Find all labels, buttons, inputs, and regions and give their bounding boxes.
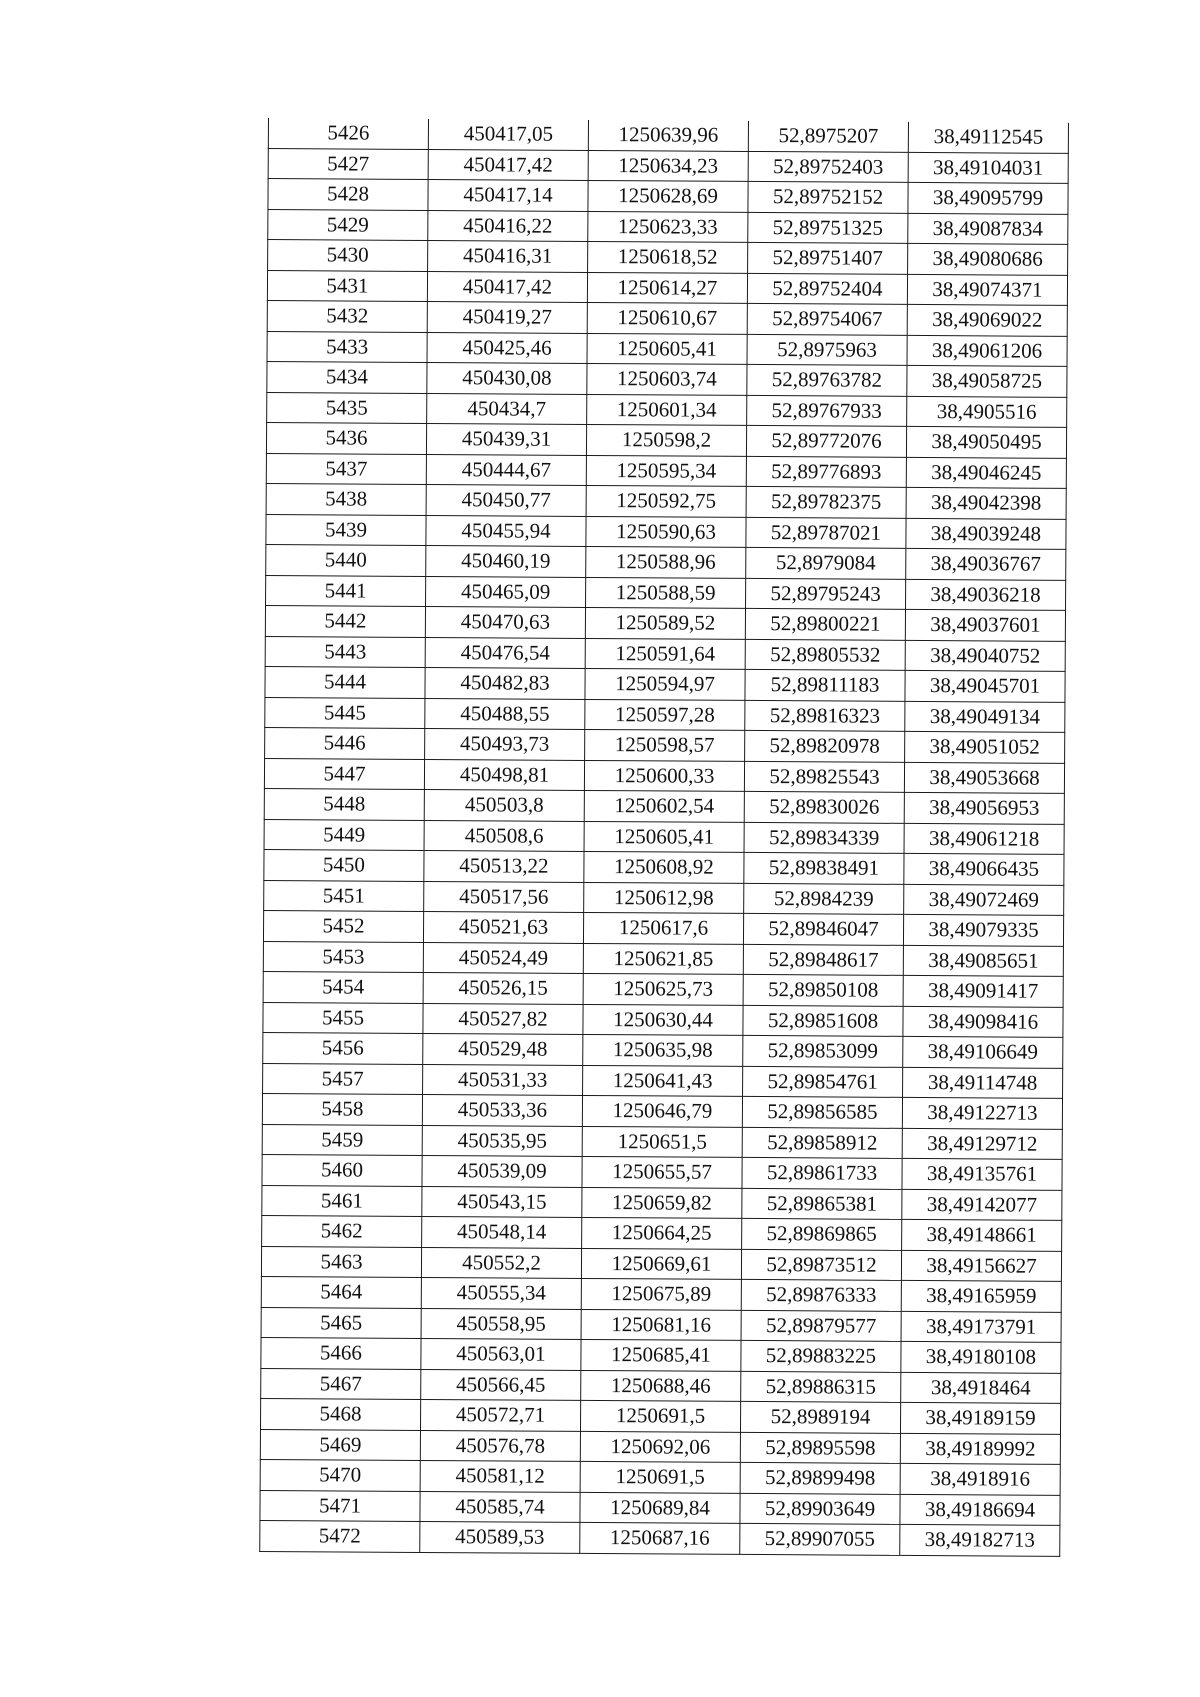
point-number-cell: 5468 (260, 1398, 420, 1429)
y-coordinate-cell: 1250598,2 (586, 424, 746, 455)
y-coordinate-cell: 1250601,34 (587, 394, 747, 425)
longitude-cell: 38,49045701 (905, 670, 1065, 701)
y-coordinate-cell: 1250621,85 (583, 943, 743, 974)
latitude-cell: 52,89816323 (745, 700, 905, 731)
y-coordinate-cell: 1250687,16 (580, 1522, 740, 1553)
longitude-cell: 38,49114748 (903, 1067, 1063, 1098)
table-row (262, 1215, 1062, 1250)
y-coordinate-cell: 1250592,75 (586, 485, 746, 516)
x-coordinate-cell: 450508,6 (424, 820, 584, 851)
y-coordinate-cell: 1250588,59 (586, 577, 746, 608)
longitude-cell: 38,49112545 (908, 122, 1068, 153)
x-coordinate-cell: 450498,81 (424, 759, 584, 790)
point-number-cell: 5469 (260, 1429, 420, 1460)
y-coordinate-cell: 1250605,41 (587, 333, 747, 364)
table-row (263, 910, 1063, 945)
y-coordinate-cell: 1250608,92 (584, 851, 744, 882)
point-number-cell: 5462 (262, 1215, 422, 1246)
longitude-cell: 38,49050495 (906, 426, 1066, 457)
y-coordinate-cell: 1250655,57 (582, 1156, 742, 1187)
y-coordinate-cell: 1250623,33 (588, 211, 748, 242)
table-row (268, 148, 1068, 183)
point-number-cell: 5436 (266, 422, 426, 453)
x-coordinate-cell: 450513,22 (424, 850, 584, 881)
point-number-cell: 5442 (265, 605, 425, 636)
table-row (263, 971, 1063, 1006)
table-row (265, 666, 1065, 701)
latitude-cell: 52,8975207 (748, 121, 908, 152)
x-coordinate-cell: 450493,73 (425, 728, 585, 759)
longitude-cell: 38,49051052 (905, 731, 1065, 762)
latitude-cell: 52,89752404 (747, 273, 907, 304)
latitude-cell: 52,89858912 (742, 1127, 902, 1158)
y-coordinate-cell: 1250625,73 (583, 973, 743, 1004)
latitude-cell: 52,89873512 (741, 1249, 901, 1280)
latitude-cell: 52,89800221 (745, 608, 905, 639)
x-coordinate-cell: 450527,82 (423, 1003, 583, 1034)
longitude-cell: 38,49085651 (903, 945, 1063, 976)
x-coordinate-cell: 450482,83 (425, 667, 585, 698)
y-coordinate-cell: 1250590,63 (586, 516, 746, 547)
y-coordinate-cell: 1250595,34 (586, 455, 746, 486)
point-number-cell: 5455 (263, 1002, 423, 1033)
x-coordinate-cell: 450521,63 (423, 911, 583, 942)
latitude-cell: 52,89825543 (744, 761, 904, 792)
longitude-cell: 38,49165959 (901, 1280, 1061, 1311)
y-coordinate-cell: 1250639,96 (588, 120, 748, 151)
x-coordinate-cell: 450439,31 (426, 423, 586, 454)
longitude-cell: 38,49036767 (906, 548, 1066, 579)
point-number-cell: 5430 (268, 240, 428, 271)
point-number-cell: 5428 (268, 179, 428, 210)
longitude-cell: 38,49087834 (908, 213, 1068, 244)
point-number-cell: 5447 (264, 758, 424, 789)
latitude-cell: 52,89751407 (748, 242, 908, 273)
longitude-cell: 38,49079335 (903, 914, 1063, 945)
longitude-cell: 38,49061218 (904, 823, 1064, 854)
x-coordinate-cell: 450526,15 (423, 972, 583, 1003)
latitude-cell: 52,89838491 (744, 852, 904, 883)
y-coordinate-cell: 1250669,61 (581, 1248, 741, 1279)
latitude-cell: 52,89903649 (740, 1493, 900, 1524)
latitude-cell: 52,89811183 (745, 669, 905, 700)
longitude-cell: 38,49046245 (906, 457, 1066, 488)
latitude-cell: 52,89856585 (742, 1096, 902, 1127)
table-row (260, 1459, 1060, 1494)
longitude-cell: 38,49039248 (906, 518, 1066, 549)
latitude-cell: 52,89895598 (740, 1432, 900, 1463)
longitude-cell: 38,49142077 (902, 1189, 1062, 1220)
y-coordinate-cell: 1250664,25 (582, 1217, 742, 1248)
x-coordinate-cell: 450585,74 (420, 1491, 580, 1522)
longitude-cell: 38,49182713 (900, 1524, 1060, 1555)
latitude-cell: 52,89865381 (742, 1188, 902, 1219)
longitude-cell: 38,49098416 (903, 1006, 1063, 1037)
latitude-cell: 52,89820978 (745, 730, 905, 761)
longitude-cell: 38,49106649 (903, 1036, 1063, 1067)
table-row (266, 453, 1066, 488)
table-row (262, 1093, 1062, 1128)
latitude-cell: 52,89752403 (748, 151, 908, 182)
x-coordinate-cell: 450543,15 (422, 1186, 582, 1217)
x-coordinate-cell: 450417,42 (428, 149, 588, 180)
longitude-cell: 38,49095799 (908, 182, 1068, 213)
longitude-cell: 38,49091417 (903, 975, 1063, 1006)
table-row (260, 1520, 1060, 1555)
table-row (261, 1337, 1061, 1372)
y-coordinate-cell: 1250681,16 (581, 1309, 741, 1340)
latitude-cell: 52,89776893 (746, 456, 906, 487)
point-number-cell: 5445 (265, 697, 425, 728)
table-row (261, 1307, 1061, 1342)
latitude-cell: 52,89767933 (747, 395, 907, 426)
table-row (263, 1002, 1063, 1037)
table-row (266, 514, 1066, 549)
y-coordinate-cell: 1250688,46 (581, 1370, 741, 1401)
table-row (260, 1398, 1060, 1433)
x-coordinate-cell: 450419,27 (427, 301, 587, 332)
point-number-cell: 5456 (263, 1032, 423, 1063)
table-row (264, 849, 1064, 884)
y-coordinate-cell: 1250691,5 (580, 1461, 740, 1492)
latitude-cell: 52,89772076 (746, 425, 906, 456)
point-number-cell: 5443 (265, 636, 425, 667)
point-number-cell: 5472 (260, 1520, 420, 1551)
x-coordinate-cell: 450558,95 (421, 1308, 581, 1339)
x-coordinate-cell: 450470,63 (425, 606, 585, 637)
y-coordinate-cell: 1250692,06 (580, 1431, 740, 1462)
longitude-cell: 38,49053668 (904, 762, 1064, 793)
longitude-cell: 38,49061206 (907, 335, 1067, 366)
x-coordinate-cell: 450576,78 (420, 1430, 580, 1461)
x-coordinate-cell: 450555,34 (421, 1277, 581, 1308)
x-coordinate-cell: 450533,36 (422, 1094, 582, 1125)
table-row (266, 483, 1066, 518)
latitude-cell: 52,89879577 (741, 1310, 901, 1341)
longitude-cell: 38,49049134 (905, 701, 1065, 732)
longitude-cell: 38,49156627 (901, 1250, 1061, 1281)
point-number-cell: 5446 (265, 727, 425, 758)
latitude-cell: 52,89869865 (742, 1218, 902, 1249)
y-coordinate-cell: 1250614,27 (587, 272, 747, 303)
table-row (268, 209, 1068, 244)
x-coordinate-cell: 450434,7 (427, 393, 587, 424)
point-number-cell: 5449 (264, 819, 424, 850)
longitude-cell: 38,49173791 (901, 1311, 1061, 1342)
latitude-cell: 52,89752152 (748, 181, 908, 212)
x-coordinate-cell: 450581,12 (420, 1460, 580, 1491)
longitude-cell: 38,49074371 (907, 274, 1067, 305)
latitude-cell: 52,89850108 (743, 974, 903, 1005)
x-coordinate-cell: 450503,8 (424, 789, 584, 820)
latitude-cell: 52,89899498 (740, 1462, 900, 1493)
x-coordinate-cell: 450535,95 (422, 1125, 582, 1156)
y-coordinate-cell: 1250628,69 (588, 180, 748, 211)
point-number-cell: 5463 (261, 1246, 421, 1277)
table-row (268, 179, 1068, 214)
longitude-cell: 38,49056953 (904, 792, 1064, 823)
longitude-cell: 38,49122713 (902, 1097, 1062, 1128)
latitude-cell: 52,8975963 (747, 334, 907, 365)
x-coordinate-cell: 450552,2 (421, 1247, 581, 1278)
point-number-cell: 5433 (267, 331, 427, 362)
table-row (267, 392, 1067, 427)
y-coordinate-cell: 1250617,6 (583, 912, 743, 943)
table-row (265, 727, 1065, 762)
point-number-cell: 5451 (264, 880, 424, 911)
y-coordinate-cell: 1250610,67 (587, 302, 747, 333)
table-row (267, 331, 1067, 366)
latitude-cell: 52,89795243 (746, 578, 906, 609)
point-number-cell: 5454 (263, 971, 423, 1002)
latitude-cell: 52,89848617 (743, 944, 903, 975)
latitude-cell: 52,89830026 (744, 791, 904, 822)
y-coordinate-cell: 1250646,79 (582, 1095, 742, 1126)
table-row (260, 1429, 1060, 1464)
longitude-cell: 38,49180108 (901, 1341, 1061, 1372)
table-row (264, 880, 1064, 915)
table-row (265, 605, 1065, 640)
x-coordinate-cell: 450548,14 (422, 1216, 582, 1247)
latitude-cell: 52,89834339 (744, 822, 904, 853)
table-row (263, 1032, 1063, 1067)
table-row (263, 941, 1063, 976)
table-row (261, 1276, 1061, 1311)
point-number-cell: 5434 (267, 361, 427, 392)
table-row (266, 544, 1066, 579)
table-row (266, 575, 1066, 610)
table-row (262, 1124, 1062, 1159)
latitude-cell: 52,89851608 (743, 1005, 903, 1036)
x-coordinate-cell: 450425,46 (427, 332, 587, 363)
x-coordinate-cell: 450417,14 (428, 179, 588, 210)
table-row (262, 1185, 1062, 1220)
x-coordinate-cell: 450524,49 (423, 942, 583, 973)
y-coordinate-cell: 1250589,52 (585, 607, 745, 638)
y-coordinate-cell: 1250598,57 (585, 729, 745, 760)
point-number-cell: 5435 (267, 392, 427, 423)
x-coordinate-cell: 450450,77 (426, 484, 586, 515)
table-row (264, 758, 1064, 793)
point-number-cell: 5461 (262, 1185, 422, 1216)
y-coordinate-cell: 1250597,28 (585, 699, 745, 730)
table-row (264, 819, 1064, 854)
x-coordinate-cell: 450444,67 (426, 454, 586, 485)
longitude-cell: 38,49104031 (908, 152, 1068, 183)
point-number-cell: 5426 (268, 118, 428, 149)
y-coordinate-cell: 1250675,89 (581, 1278, 741, 1309)
x-coordinate-cell: 450416,31 (428, 240, 588, 271)
point-number-cell: 5465 (261, 1307, 421, 1338)
point-number-cell: 5427 (268, 148, 428, 179)
latitude-cell: 52,8979084 (746, 547, 906, 578)
x-coordinate-cell: 450417,42 (427, 271, 587, 302)
latitude-cell: 52,89763782 (747, 364, 907, 395)
y-coordinate-cell: 1250634,23 (588, 150, 748, 181)
table-row (268, 118, 1068, 153)
point-number-cell: 5467 (261, 1368, 421, 1399)
latitude-cell: 52,89886315 (741, 1371, 901, 1402)
y-coordinate-cell: 1250689,84 (580, 1492, 740, 1523)
table-row (264, 788, 1064, 823)
point-number-cell: 5458 (262, 1093, 422, 1124)
x-coordinate-cell: 450572,71 (420, 1399, 580, 1430)
longitude-cell: 38,49042398 (906, 487, 1066, 518)
x-coordinate-cell: 450563,01 (421, 1338, 581, 1369)
y-coordinate-cell: 1250691,5 (580, 1400, 740, 1431)
point-number-cell: 5432 (267, 300, 427, 331)
point-number-cell: 5438 (266, 483, 426, 514)
table-row (266, 422, 1066, 457)
longitude-cell: 38,49037601 (905, 609, 1065, 640)
longitude-cell: 38,49080686 (908, 243, 1068, 274)
x-coordinate-cell: 450488,55 (425, 698, 585, 729)
point-number-cell: 5460 (262, 1154, 422, 1185)
y-coordinate-cell: 1250603,74 (587, 363, 747, 394)
latitude-cell: 52,89846047 (743, 913, 903, 944)
longitude-cell: 38,49148661 (902, 1219, 1062, 1250)
table-row (261, 1368, 1061, 1403)
point-number-cell: 5459 (262, 1124, 422, 1155)
x-coordinate-cell: 450460,19 (426, 545, 586, 576)
longitude-cell: 38,49036218 (906, 579, 1066, 610)
point-number-cell: 5439 (266, 514, 426, 545)
table-row (265, 697, 1065, 732)
y-coordinate-cell: 1250641,43 (583, 1065, 743, 1096)
table-row (261, 1246, 1061, 1281)
x-coordinate-cell: 450539,09 (422, 1155, 582, 1186)
y-coordinate-cell: 1250618,52 (588, 241, 748, 272)
point-number-cell: 5471 (260, 1490, 420, 1521)
point-number-cell: 5429 (268, 209, 428, 240)
table-row (267, 300, 1067, 335)
point-number-cell: 5457 (263, 1063, 423, 1094)
point-number-cell: 5466 (261, 1337, 421, 1368)
table-row (268, 240, 1068, 275)
x-coordinate-cell: 450589,53 (420, 1521, 580, 1552)
x-coordinate-cell: 450416,22 (428, 210, 588, 241)
latitude-cell: 52,89853099 (743, 1035, 903, 1066)
longitude-cell: 38,4918464 (901, 1372, 1061, 1403)
latitude-cell: 52,89787021 (746, 517, 906, 548)
longitude-cell: 38,49135761 (902, 1158, 1062, 1189)
table-row (267, 361, 1067, 396)
longitude-cell: 38,49189992 (900, 1433, 1060, 1464)
longitude-cell: 38,49040752 (905, 640, 1065, 671)
x-coordinate-cell: 450430,08 (427, 362, 587, 393)
y-coordinate-cell: 1250600,33 (584, 760, 744, 791)
longitude-cell: 38,4918916 (900, 1463, 1060, 1494)
point-number-cell: 5440 (266, 544, 426, 575)
latitude-cell: 52,89751325 (748, 212, 908, 243)
y-coordinate-cell: 1250651,5 (582, 1126, 742, 1157)
y-coordinate-cell: 1250659,82 (582, 1187, 742, 1218)
x-coordinate-cell: 450465,09 (426, 576, 586, 607)
longitude-cell: 38,49069022 (907, 304, 1067, 335)
point-number-cell: 5431 (267, 270, 427, 301)
table-row (267, 270, 1067, 305)
latitude-cell: 52,89907055 (740, 1523, 900, 1554)
latitude-cell: 52,89782375 (746, 486, 906, 517)
x-coordinate-cell: 450566,45 (421, 1369, 581, 1400)
x-coordinate-cell: 450417,05 (428, 119, 588, 150)
point-number-cell: 5441 (266, 575, 426, 606)
y-coordinate-cell: 1250605,41 (584, 821, 744, 852)
longitude-cell: 38,49129712 (902, 1128, 1062, 1159)
table-row (260, 1490, 1060, 1525)
y-coordinate-cell: 1250594,97 (585, 668, 745, 699)
x-coordinate-cell: 450517,56 (424, 881, 584, 912)
table-row (265, 636, 1065, 671)
point-number-cell: 5437 (266, 453, 426, 484)
point-number-cell: 5444 (265, 666, 425, 697)
point-number-cell: 5453 (263, 941, 423, 972)
x-coordinate-cell: 450455,94 (426, 515, 586, 546)
point-number-cell: 5464 (261, 1276, 421, 1307)
latitude-cell: 52,89876333 (741, 1279, 901, 1310)
latitude-cell: 52,89805532 (745, 639, 905, 670)
y-coordinate-cell: 1250602,54 (584, 790, 744, 821)
latitude-cell: 52,8989194 (740, 1401, 900, 1432)
latitude-cell: 52,89883225 (741, 1340, 901, 1371)
longitude-cell: 38,49066435 (904, 853, 1064, 884)
latitude-cell: 52,8984239 (744, 883, 904, 914)
y-coordinate-cell: 1250635,98 (583, 1034, 743, 1065)
y-coordinate-cell: 1250591,64 (585, 638, 745, 669)
latitude-cell: 52,89861733 (742, 1157, 902, 1188)
longitude-cell: 38,4905516 (907, 396, 1067, 427)
longitude-cell: 38,49189159 (900, 1402, 1060, 1433)
x-coordinate-cell: 450529,48 (423, 1033, 583, 1064)
x-coordinate-cell: 450476,54 (425, 637, 585, 668)
point-number-cell: 5452 (263, 910, 423, 941)
longitude-cell: 38,49186694 (900, 1494, 1060, 1525)
coordinates-table-body (260, 118, 1069, 1556)
x-coordinate-cell: 450531,33 (423, 1064, 583, 1095)
point-number-cell: 5448 (264, 788, 424, 819)
longitude-cell: 38,49058725 (907, 365, 1067, 396)
y-coordinate-cell: 1250630,44 (583, 1004, 743, 1035)
point-number-cell: 5470 (260, 1459, 420, 1490)
y-coordinate-cell: 1250685,41 (581, 1339, 741, 1370)
y-coordinate-cell: 1250588,96 (586, 546, 746, 577)
table-row (263, 1063, 1063, 1098)
table-row (262, 1154, 1062, 1189)
longitude-cell: 38,49072469 (904, 884, 1064, 915)
coordinates-table (259, 118, 1069, 1556)
y-coordinate-cell: 1250612,98 (584, 882, 744, 913)
latitude-cell: 52,89754067 (747, 303, 907, 334)
latitude-cell: 52,89854761 (743, 1066, 903, 1097)
point-number-cell: 5450 (264, 849, 424, 880)
